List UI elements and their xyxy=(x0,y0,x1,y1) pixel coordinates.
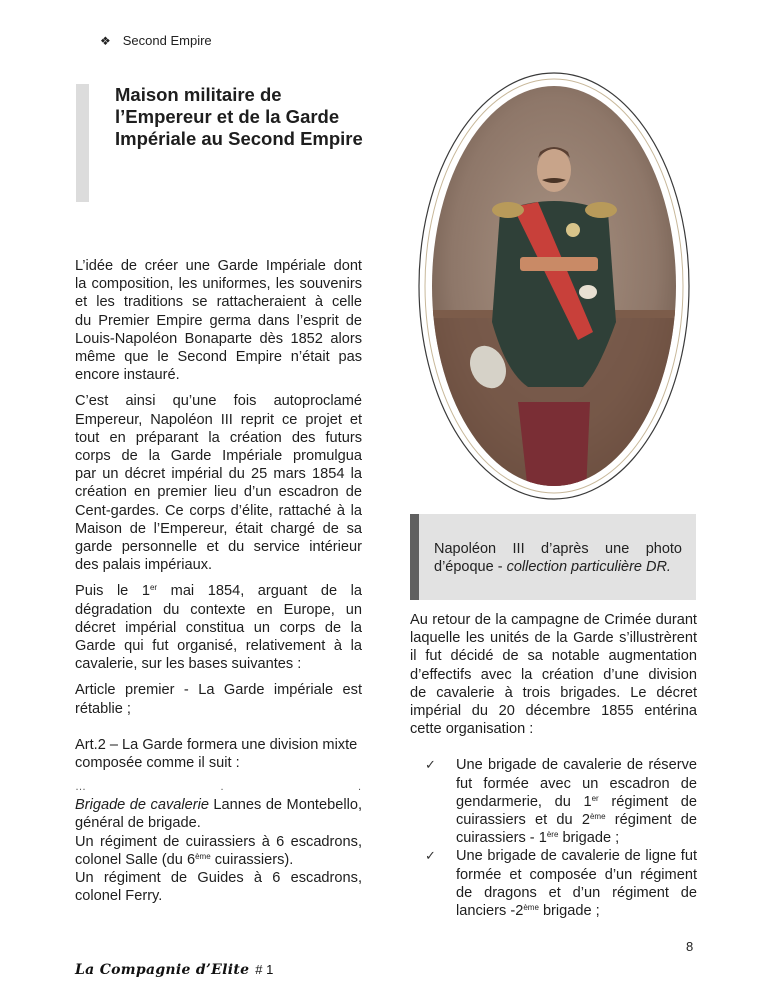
text-line: Cent-gardes. Ce corps d’élite, rattaché à la xyxy=(75,502,362,519)
text-line: dégradation du contexte en Europe, un xyxy=(75,601,362,618)
text-line: Au retour de la campagne de Crimée durant xyxy=(410,612,697,628)
title-block xyxy=(76,84,376,202)
text-line: formée et composée d’un régiment xyxy=(456,866,697,883)
text-line: encore instauré. xyxy=(75,367,180,384)
ellipsis: … xyxy=(75,781,87,794)
portrait-image xyxy=(418,72,690,500)
text-line: et les traditions se rattacheraient à celle xyxy=(75,294,362,311)
text-line: Article premier - La Garde impériale est xyxy=(75,682,362,699)
text-line: de dragons et d’un régiment de xyxy=(456,884,697,901)
caption-accent-bar xyxy=(410,514,419,600)
section-header xyxy=(100,33,212,48)
belt-sash xyxy=(520,257,598,271)
text-line: rétablie ; xyxy=(75,700,131,717)
checkmark-icon: ✓ xyxy=(425,757,436,773)
text-line: Garde qui fut organisé, relativement à la xyxy=(75,638,362,655)
text-fragment: Lannes de Montebello, xyxy=(208,797,362,814)
text-line xyxy=(434,558,682,576)
ellipsis-line xyxy=(75,782,362,794)
text-line: fut formée avec un escadron de xyxy=(456,775,697,792)
title-accent-bar xyxy=(76,84,89,202)
list-item xyxy=(410,847,697,920)
tunic xyxy=(492,201,616,387)
footer xyxy=(75,961,273,978)
text-fragment: cuirassiers - 1 xyxy=(456,830,547,847)
text-line: impérial du 20 décembre 1855 entérina xyxy=(410,703,697,720)
trousers xyxy=(518,402,590,492)
paragraph-intro xyxy=(75,257,362,384)
text-line xyxy=(75,796,362,814)
text-line: par un décret impérial du 25 mars 1854 la xyxy=(75,466,362,483)
text-line: C’est ainsi qu’une fois autoproclamé xyxy=(75,393,362,410)
head xyxy=(537,148,571,192)
text-line: cette organisation : xyxy=(410,721,534,738)
ellipsis: . xyxy=(220,781,225,794)
text-line: Un régiment de Guides à 6 escadrons, xyxy=(75,870,362,887)
italic-text: collection particulière DR. xyxy=(506,559,671,575)
text-line: Empereur, Napoléon III reprit ce projet et xyxy=(75,411,362,428)
text-line: Un régiment de cuirassiers à 6 escadrons, xyxy=(75,833,362,850)
epaulette-left xyxy=(492,202,524,218)
issue-number: # 1 xyxy=(255,962,274,977)
text-line xyxy=(456,902,697,920)
text-fragment: régiment de xyxy=(598,793,698,810)
photo-caption xyxy=(410,514,696,600)
paragraph-cent-gardes xyxy=(75,392,362,574)
list-item xyxy=(410,756,697,847)
text-line: garde personnelle et du service intérieur xyxy=(75,539,362,556)
article-2 xyxy=(75,736,362,772)
four-diamond-icon: ❖ xyxy=(100,33,111,48)
page-number: 8 xyxy=(686,939,694,954)
text-line: cavalerie, sur les bases suivantes : xyxy=(75,656,302,673)
checkmark-icon: ✓ xyxy=(425,848,436,864)
text-fragment: cuirassiers). xyxy=(210,851,294,868)
text-line: Napoléon III d’après une photo xyxy=(434,541,682,557)
text-fragment: Puis le 1 xyxy=(75,583,150,600)
text-line: même que le Second Empire n’était pas xyxy=(75,349,362,366)
title-line: Impériale au Second Empire xyxy=(115,128,363,149)
text-line xyxy=(456,829,697,847)
superscript: ère xyxy=(546,830,559,840)
text-line: des palais impériaux. xyxy=(75,557,213,574)
page-title xyxy=(115,84,363,150)
text-line: colonel Ferry. xyxy=(75,888,163,905)
section-label: Second Empire xyxy=(122,33,212,48)
text-line: Louis-Napoléon Bonaparte dès 1852 alors xyxy=(75,330,362,347)
title-line: Maison militaire de xyxy=(115,84,282,105)
text-line xyxy=(75,582,362,600)
caption-text xyxy=(434,540,682,576)
text-fragment: régiment de xyxy=(605,812,697,829)
text-fragment: colonel Salle (du 6 xyxy=(75,851,196,868)
text-line: création en premier lieu d’un escadron de xyxy=(75,484,362,501)
text-line: décret impérial constitua un corps de la xyxy=(75,619,362,636)
text-line: L’idée de créer une Garde Impériale dont xyxy=(75,258,362,274)
text-line: il fut décidé de sa notable augmentation xyxy=(410,648,697,665)
article-premier xyxy=(75,681,362,717)
superscript: er xyxy=(149,583,158,593)
epaulette-right xyxy=(585,202,617,218)
brigade-list xyxy=(410,756,697,920)
text-line: corps de la Garde Impériale promulgua xyxy=(75,448,362,465)
text-line: Une brigade de cavalerie de réserve xyxy=(456,757,697,774)
text-fragment: lanciers -2 xyxy=(456,903,524,920)
text-fragment: cuirassiers et du 2 xyxy=(456,812,590,829)
text-fragment: brigade ; xyxy=(558,830,620,847)
text-fragment: gendarmerie, du 1 xyxy=(456,793,592,810)
glove xyxy=(579,285,597,299)
text-line: Une brigade de cavalerie de ligne fut xyxy=(456,848,697,865)
text-line: de cavalerie à trois brigades. Le décret xyxy=(410,684,697,701)
text-fragment: mai 1854, arguant de la xyxy=(157,583,362,600)
text-line: d’effectifs avec la création d’une division xyxy=(410,666,697,683)
medal-star xyxy=(566,223,580,237)
superscript: ème xyxy=(195,851,211,861)
text-fragment: d’époque - xyxy=(434,559,507,575)
superscript: er xyxy=(591,793,599,803)
text-line: tout en préparant la création des futurs xyxy=(75,429,362,446)
text-line xyxy=(456,793,697,811)
paragraph-crimee xyxy=(410,611,697,738)
italic-text: Brigade de cavalerie xyxy=(75,797,209,814)
title-line: l’Empereur et de la Garde xyxy=(115,106,340,127)
text-line: composée comme il suit : xyxy=(75,755,240,772)
text-line xyxy=(75,851,362,869)
text-line: du Premier Empire germa dans l’esprit de xyxy=(75,312,362,329)
text-line: général de brigade. xyxy=(75,815,201,832)
text-line: Maison de l’Empereur, était chargé de sa xyxy=(75,520,362,537)
superscript: ème xyxy=(523,903,539,913)
text-line: Art.2 – La Garde formera une division mixte xyxy=(75,736,358,753)
text-line: laquelle les unités de la Garde s’illustrèrent xyxy=(410,630,697,647)
text-line xyxy=(456,811,697,829)
left-column xyxy=(75,257,362,906)
superscript: ème xyxy=(589,812,606,822)
right-column xyxy=(410,611,697,920)
brigade-cavalerie xyxy=(75,796,362,905)
text-fragment: brigade ; xyxy=(538,903,600,920)
magazine-brand: La Compagnie d’Elite xyxy=(75,962,250,978)
paragraph-decree-1854 xyxy=(75,582,362,673)
ellipsis: . xyxy=(357,781,362,794)
text-line: la composition, les uniformes, les souvenirs xyxy=(75,276,362,293)
